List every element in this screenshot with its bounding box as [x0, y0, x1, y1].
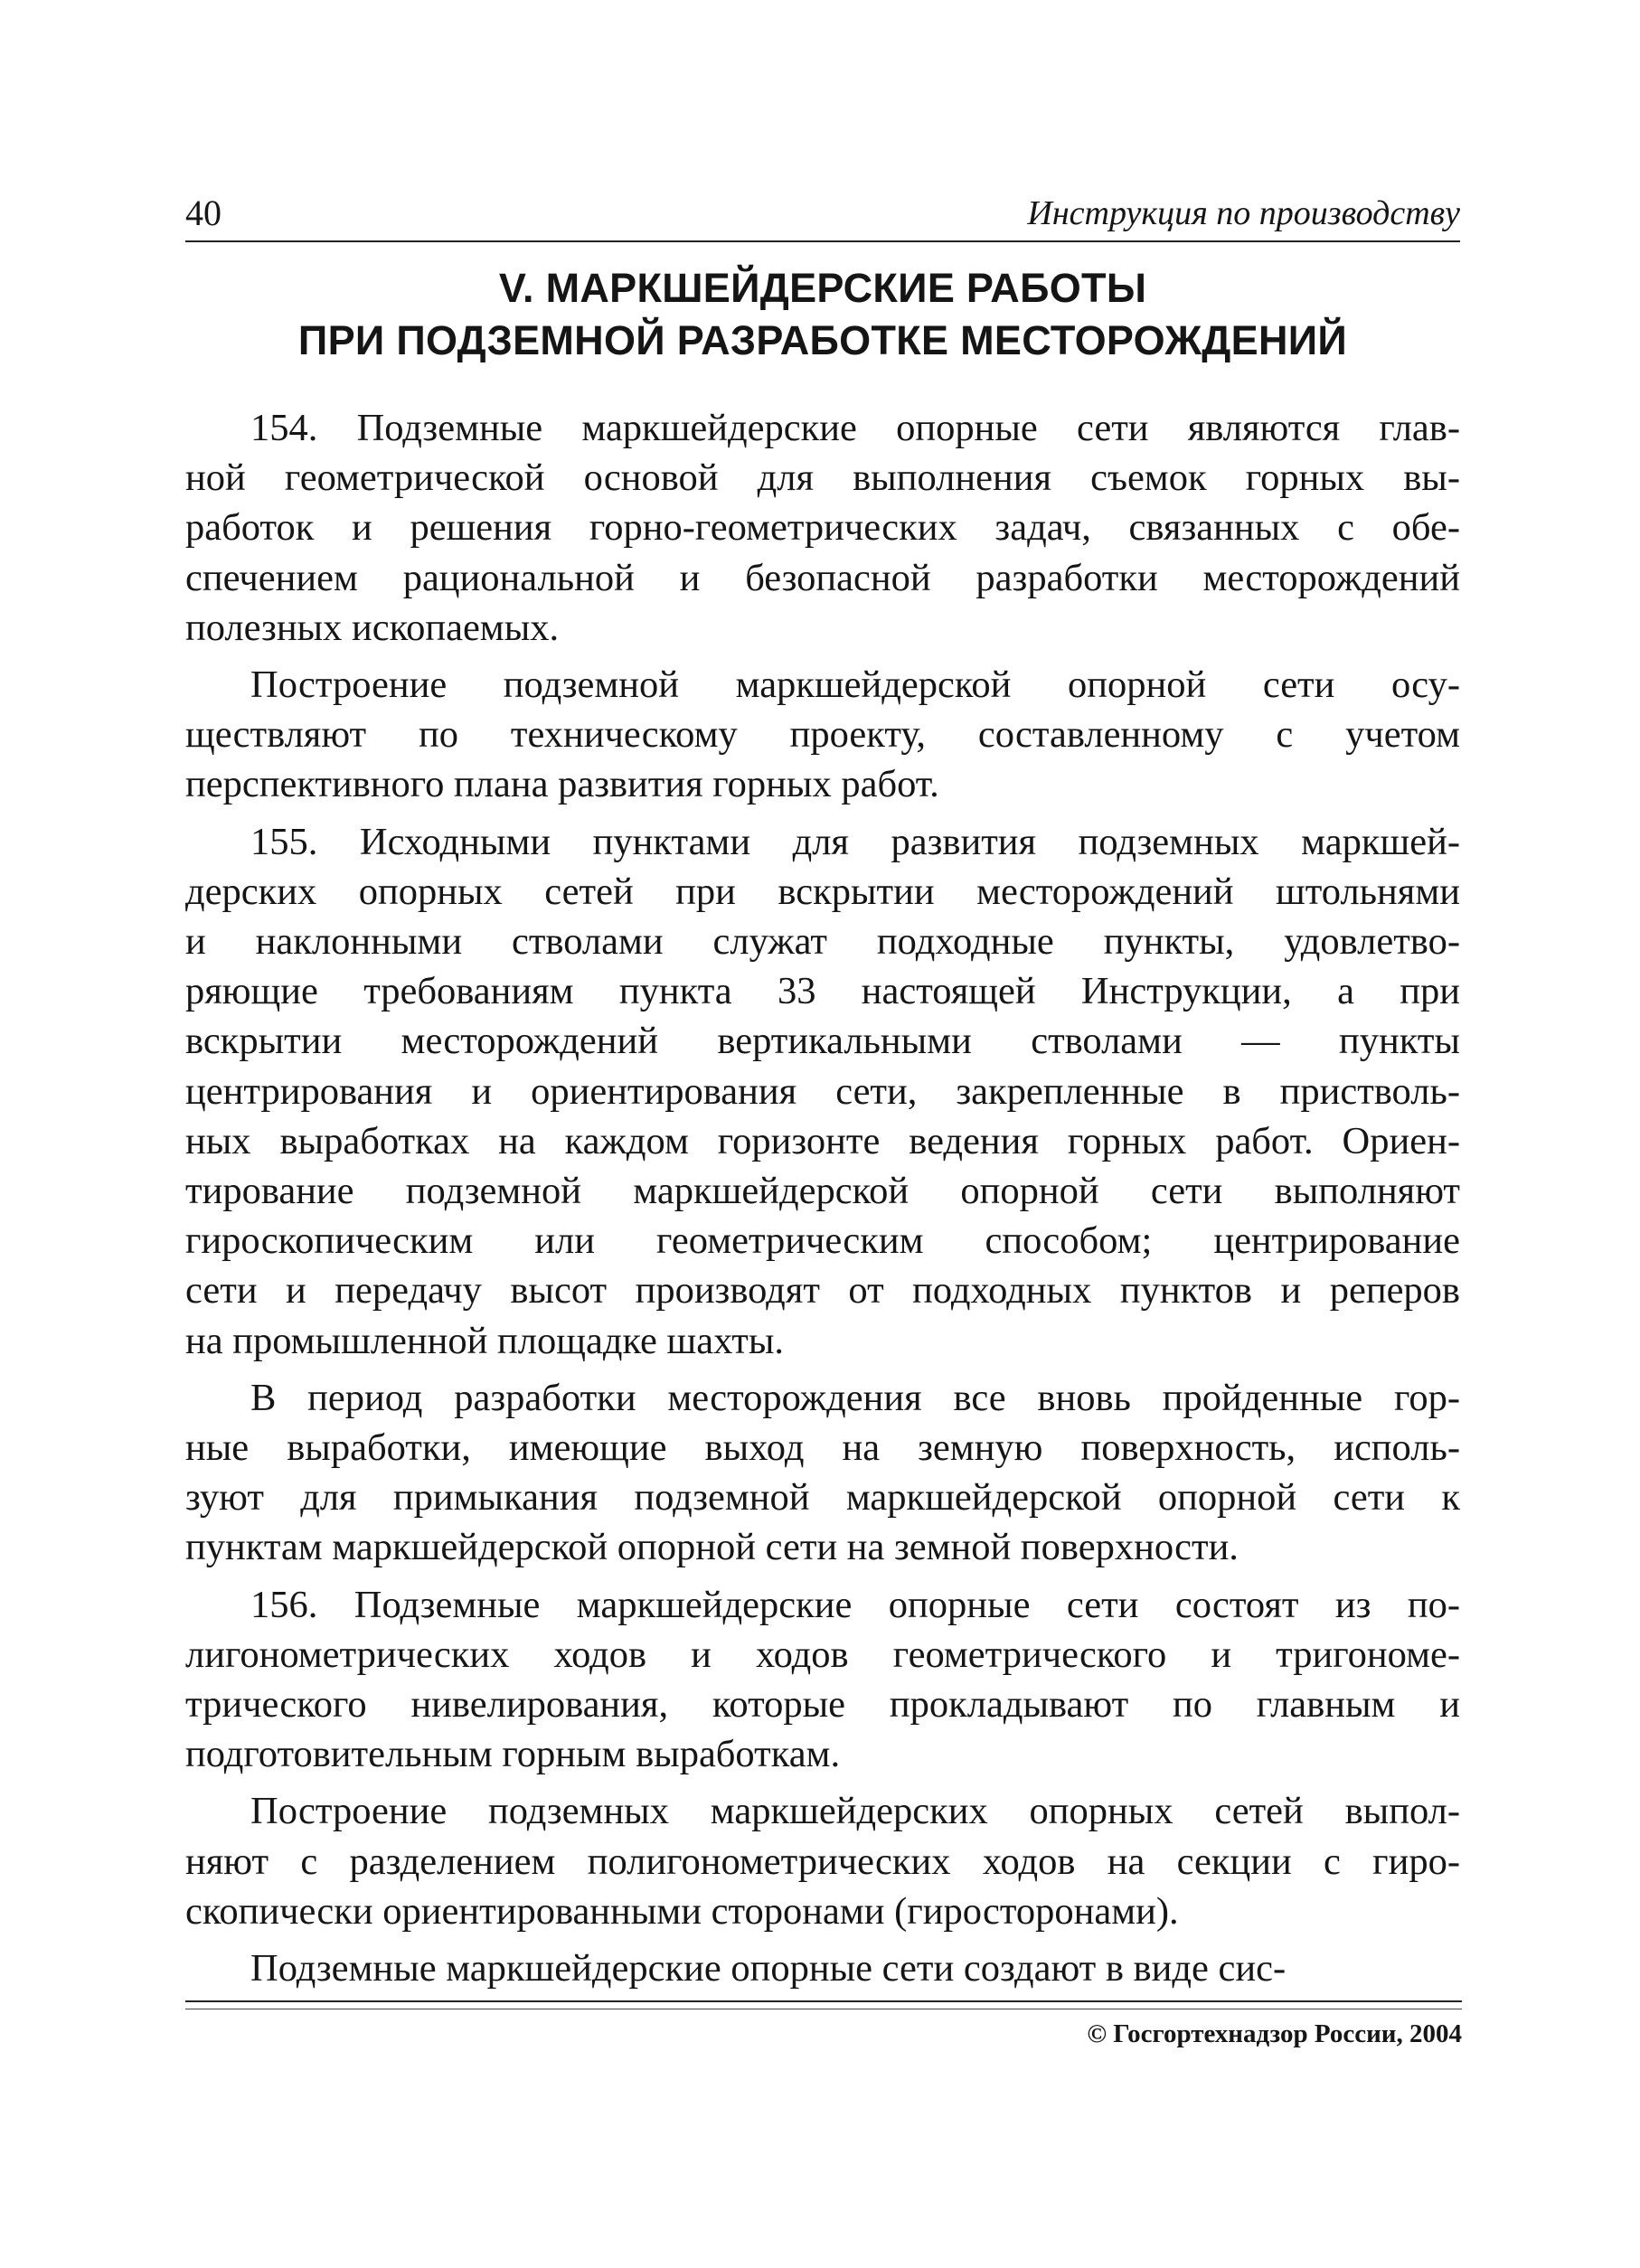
text-line: гироскопическим или геометрическим способом; центрирование: [185, 1219, 1460, 1263]
text-line: пунктам маркшейдерской опорной сети на земной поверхности.: [185, 1526, 1239, 1569]
page: [185, 190, 1460, 2088]
text-line: зуют для примыкания подземной маркшейдерской опорной сети к: [185, 1476, 1460, 1520]
text-line: Построение подземной маркшейдерской опорной сети осу-: [250, 663, 1460, 707]
text-line: вскрытии месторождений вертикальными стволами — пункты: [185, 1020, 1460, 1063]
section-title-line-2: ПРИ ПОДЗЕМНОЙ РАЗРАБОТКЕ МЕСТОРОЖДЕНИЙ: [297, 317, 1348, 363]
text-line: ряющие требованиям пункта 33 настоящей Инструкции, а при: [185, 970, 1460, 1013]
text-line: скопически ориентированными сторонами (гиросторонами).: [185, 1889, 1179, 1933]
paragraph: [185, 660, 1460, 810]
text-line: спечением рациональной и безопасной разработки месторождений: [185, 556, 1460, 599]
paragraph: [185, 1943, 1460, 1993]
text-line: В период разработки месторождения все вновь пройденные гор-: [250, 1376, 1460, 1419]
text-line: и наклонными стволами служат подходные пункты, удовлетво-: [185, 920, 1460, 964]
text-line: ные выработки, имеющие выход на земную поверхность, исполь-: [185, 1426, 1460, 1470]
running-head: [185, 190, 1460, 242]
text-line: Построение подземных маркшейдерских опорных сетей выпол-: [250, 1790, 1460, 1833]
footer-rule: [185, 2000, 1462, 2002]
text-line: подготовительным горным выработкам.: [185, 1733, 841, 1776]
paragraph: [185, 1373, 1460, 1573]
text-line: ществляют по техническому проекту, составленному с учетом: [185, 713, 1460, 757]
text-line: ной геометрической основой для выполнения съемок горных вы-: [185, 456, 1460, 500]
paragraph: [185, 403, 1460, 653]
text-line: работок и решения горно-геометрических задач, связанных с обе-: [185, 506, 1460, 550]
running-title: Инструкция по производству: [1027, 194, 1460, 232]
body-text: [185, 403, 1460, 1993]
page-number: 40: [185, 193, 221, 233]
text-line: 155. Исходными пунктами для развития подземных маркшей-: [250, 820, 1460, 863]
text-line: няют с разделением полигонометрических ходов на секции с гиро-: [185, 1840, 1460, 1883]
paragraph: [185, 817, 1460, 1366]
text-line: полезных ископаемых.: [185, 606, 560, 649]
text-line: центрирования и ориентирования сети, закрепленные в пристволь-: [185, 1069, 1460, 1113]
text-line: лигонометрических ходов и ходов геометрического и тригономе-: [185, 1633, 1460, 1676]
text-line: сети и передачу высот производят от подходных пунктов и реперов: [185, 1269, 1460, 1313]
text-line: дерских опорных сетей при вскрытии месторождений штольнями: [185, 870, 1460, 913]
text-line: на промышленной площадке шахты.: [185, 1319, 785, 1362]
text-line: тирование подземной маркшейдерской опорной сети выполняют: [185, 1170, 1460, 1213]
text-line: 156. Подземные маркшейдерские опорные сети состоят из по-: [250, 1583, 1460, 1626]
text-line: трического нивелирования, которые прокладывают по главным и: [185, 1683, 1460, 1727]
text-line: Подземные маркшейдерские опорные сети создают в виде сис-: [250, 1947, 1287, 1990]
section-title-line-1: V. МАРКШЕЙДЕРСКИЕ РАБОТЫ: [498, 265, 1147, 311]
text-line: ных выработках на каждом горизонте ведения горных работ. Ориен-: [185, 1119, 1460, 1162]
copyright-notice: © Госгортехнадзор России, 2004: [1087, 2019, 1462, 2048]
text-line: перспективного плана развития горных работ.: [185, 763, 939, 806]
paragraph: [185, 1786, 1460, 1936]
text-line: 154. Подземные маркшейдерские опорные сети являются глав-: [250, 407, 1460, 449]
paragraph: [185, 1580, 1460, 1780]
section-title: [185, 262, 1460, 367]
